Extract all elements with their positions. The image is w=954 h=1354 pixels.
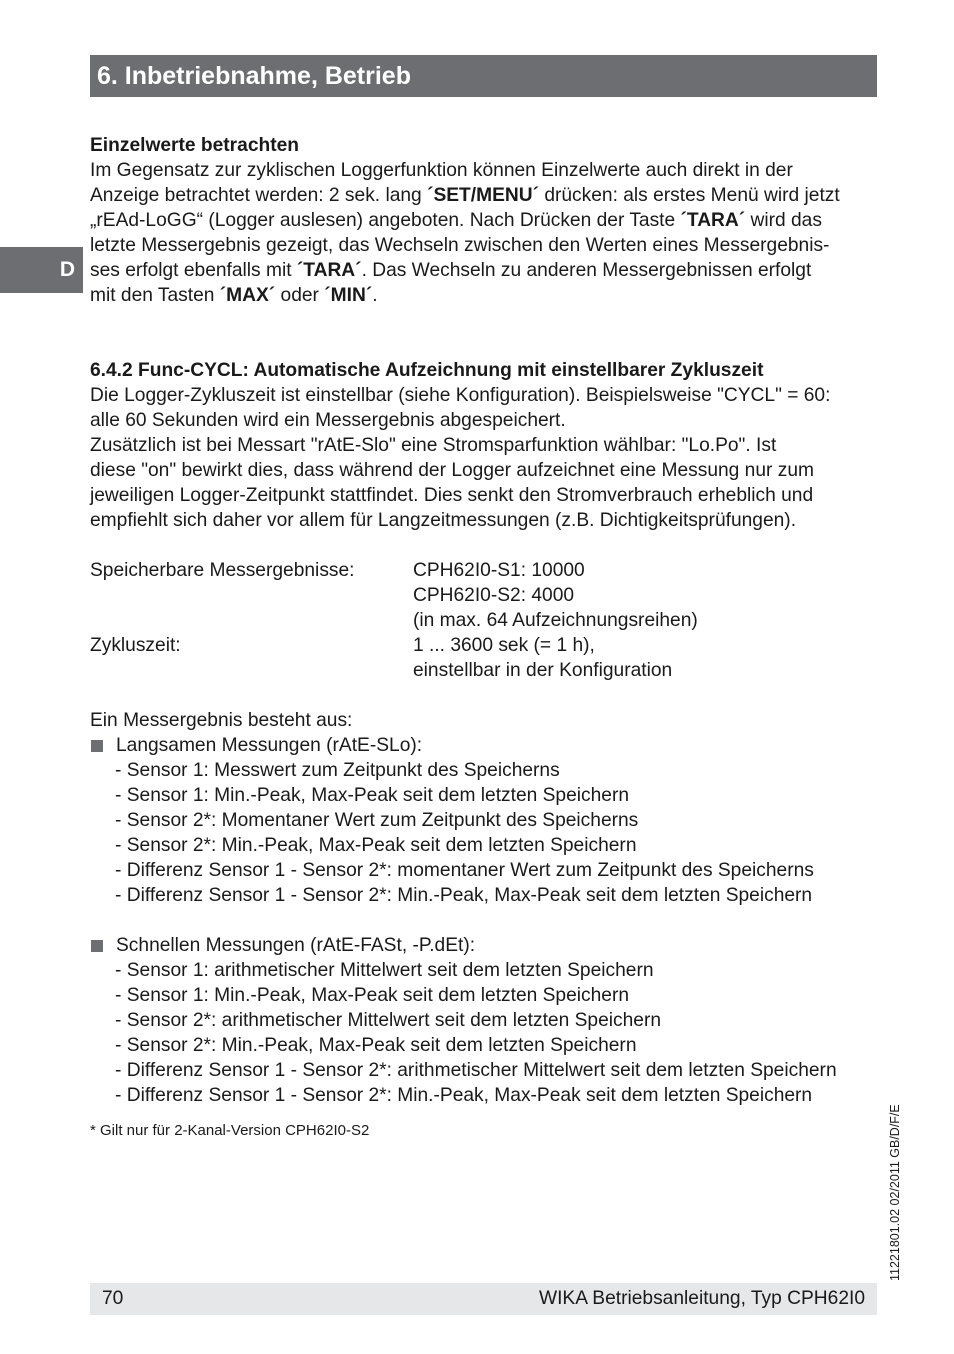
spec-label: Zykluszeit:	[90, 635, 181, 656]
list-item: - Differenz Sensor 1 - Sensor 2*: momentaner Wert zum Zeitpunkt des Speicherns	[115, 860, 814, 881]
key-max: ´MAX´	[219, 285, 276, 306]
bullet-fast	[90, 933, 890, 958]
spec-value-line: (in max. 64 Aufzeichnungsreihen)	[413, 610, 698, 631]
paragraph-line	[90, 183, 890, 208]
text-run: drücken: als erstes Menü wird jetzt	[538, 185, 840, 206]
section-heading-func-cycl: 6.4.2 Func-CYCL: Automatische Aufzeichnung mit einstellbarer Zykluszeit	[90, 360, 764, 381]
text-run: . Das Wechseln zu anderen Messergebnissen erfolgt	[361, 260, 812, 281]
list-item: - Sensor 1: Messwert zum Zeitpunkt des Speicherns	[115, 760, 560, 781]
bullet-slow	[90, 733, 890, 758]
list-item: - Sensor 2*: arithmetischer Mittelwert seit dem letzten Speichern	[115, 1010, 662, 1031]
paragraph-line: Im Gegensatz zur zyklischen Loggerfunktion können Einzelwerte auch direkt in der	[90, 160, 793, 181]
paragraph-line: jeweiligen Logger-Zeitpunkt stattfindet. Dies senkt den Stromverbrauch erheblich und	[90, 485, 814, 506]
list-item: - Sensor 2*: Min.-Peak, Max-Peak seit dem letzten Speichern	[115, 1035, 637, 1056]
section-heading-einzelwerte: Einzelwerte betrachten	[90, 135, 299, 156]
paragraph-line: empfiehlt sich daher vor allem für Langzeitmessungen (z.B. Dichtigkeitsprüfungen).	[90, 510, 797, 531]
key-set-menu: ´SET/MENU´	[427, 185, 539, 206]
page-number: 70	[102, 1288, 124, 1309]
list-item: - Differenz Sensor 1 - Sensor 2*: Min.-Peak, Max-Peak seit dem letzten Speichern	[115, 885, 813, 906]
paragraph-line: diese "on" bewirkt dies, dass während der Logger aufzeichnet eine Messung nur zum	[90, 460, 814, 481]
bullet-square-icon	[91, 740, 103, 752]
list-item: - Sensor 2*: Momentaner Wert zum Zeitpunkt des Speicherns	[115, 810, 639, 831]
paragraph-line: Die Logger-Zykluszeit ist einstellbar (siehe Konfiguration). Beispielsweise "CYCL" = 60:	[90, 385, 831, 406]
list-item: - Sensor 2*: Min.-Peak, Max-Peak seit dem letzten Speichern	[115, 835, 637, 856]
paragraph-line	[90, 258, 890, 283]
document-code: 11221801.02 02/2011 GB/D/F/E	[888, 1104, 902, 1281]
list-item: - Sensor 1: Min.-Peak, Max-Peak seit dem letzten Speichern	[115, 785, 630, 806]
paragraph-line	[90, 283, 890, 308]
spec-value-line: CPH62I0-S1: 10000	[413, 560, 585, 581]
page-content	[90, 133, 890, 1141]
bullet-title: Schnellen Messungen (rAtE-FASt, -P.dEt):	[116, 935, 476, 956]
list-item: - Differenz Sensor 1 - Sensor 2*: arithmetischer Mittelwert seit dem letzten Speichern	[115, 1060, 837, 1081]
list-item: - Sensor 1: arithmetischer Mittelwert seit dem letzten Speichern	[115, 960, 654, 981]
footnote: * Gilt nur für 2-Kanal-Version CPH62I0-S2	[90, 1122, 370, 1139]
spec-label: Speicherbare Messergebnisse:	[90, 560, 355, 581]
spec-storage	[90, 558, 890, 633]
text-run: .	[372, 285, 378, 306]
text-run: ses erfolgt ebenfalls mit	[90, 260, 297, 281]
key-tara: ´TARA´	[680, 210, 746, 231]
spec-value-line: einstellbar in der Konfiguration	[413, 660, 673, 681]
spec-value-line: CPH62I0-S2: 4000	[413, 585, 575, 606]
paragraph-line: alle 60 Sekunden wird ein Messergebnis abgespeichert.	[90, 410, 566, 431]
bullet-square-icon	[91, 940, 103, 952]
page-footer	[90, 1283, 877, 1315]
text-run: mit den Tasten	[90, 285, 220, 306]
language-tab: D	[0, 247, 83, 293]
results-intro: Ein Messergebnis besteht aus:	[90, 710, 353, 731]
spec-value	[413, 633, 890, 683]
spec-value	[413, 558, 890, 633]
paragraph-line	[90, 208, 890, 233]
document-title: WIKA Betriebsanleitung, Typ CPH62I0	[538, 1288, 865, 1309]
list-item: - Differenz Sensor 1 - Sensor 2*: Min.-Peak, Max-Peak seit dem letzten Speichern	[115, 1085, 813, 1106]
spec-value-line: 1 ... 3600 sek (= 1 h),	[413, 635, 595, 656]
bullet-title: Langsamen Messungen (rAtE-SLo):	[116, 735, 423, 756]
paragraph-line: Zusätzlich ist bei Messart "rAtE-Slo" eine Stromsparfunktion wählbar: "Lo.Po". Ist	[90, 435, 777, 456]
paragraph-line: letzte Messergebnis gezeigt, das Wechseln zwischen den Werten eines Messergebnis-	[90, 235, 830, 256]
key-min: ´MIN´	[324, 285, 373, 306]
chapter-title: 6. Inbetriebnahme, Betrieb	[97, 62, 411, 90]
chapter-header	[90, 55, 877, 97]
text-run: Anzeige betrachtet werden: 2 sek. lang	[90, 185, 428, 206]
text-run: wird das	[745, 210, 822, 231]
key-tara: ´TARA´	[296, 260, 362, 281]
spec-cycle	[90, 633, 890, 683]
list-item: - Sensor 1: Min.-Peak, Max-Peak seit dem letzten Speichern	[115, 985, 630, 1006]
text-run: „rEAd-LoGG“ (Logger auslesen) angeboten. Nach Drücken der Taste	[90, 210, 681, 231]
text-run: oder	[275, 285, 325, 306]
